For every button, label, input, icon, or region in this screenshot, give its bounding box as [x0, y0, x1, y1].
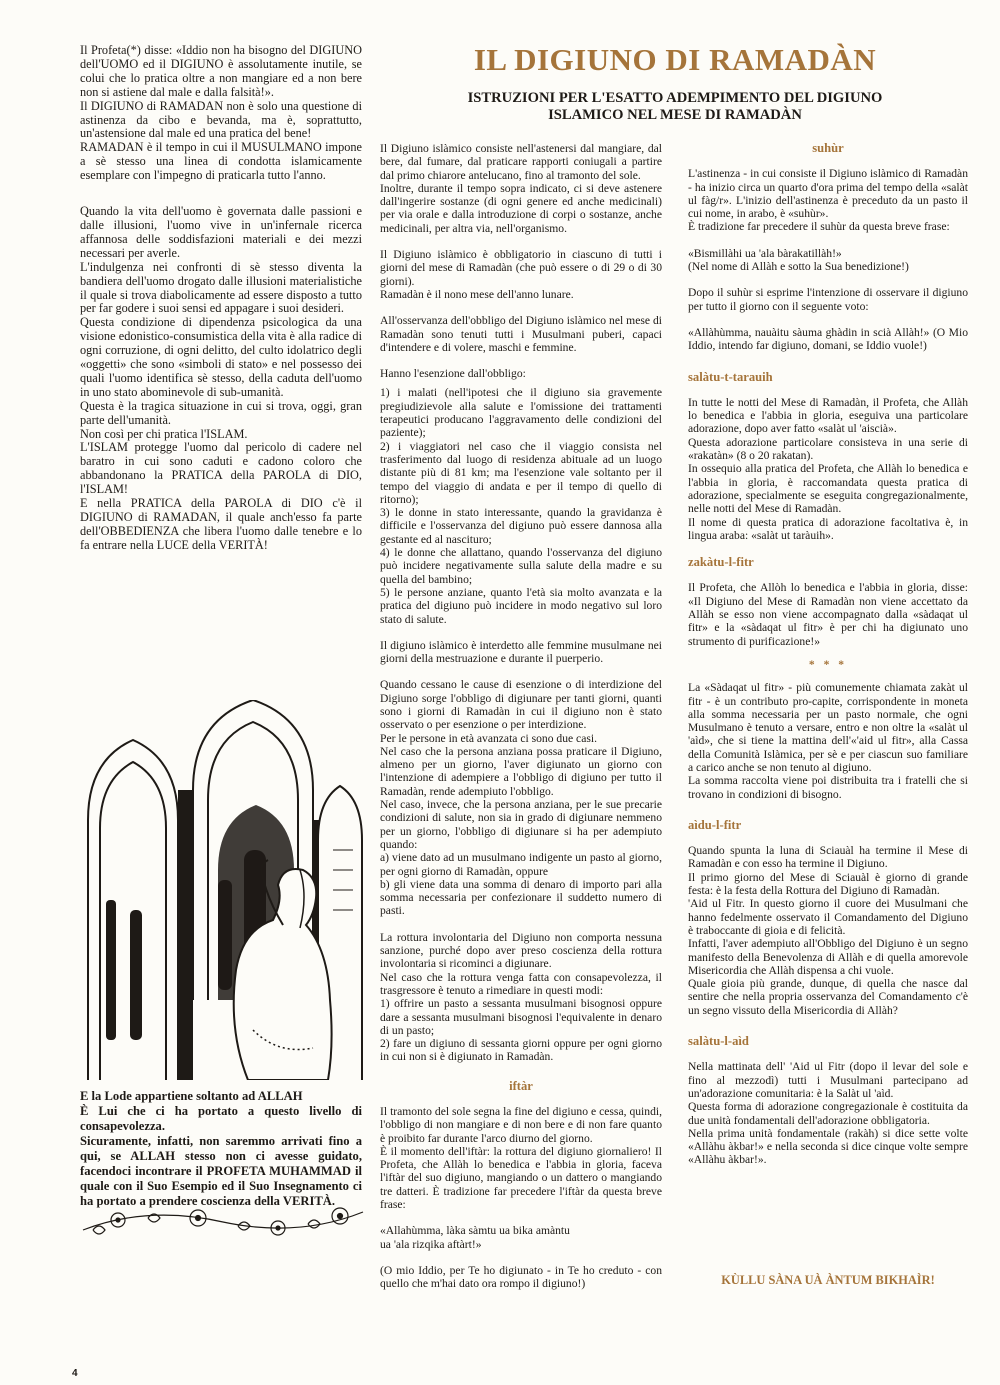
closing-greeting: KÙLLU SÀNA UÀ ÀNTUM BIKHAÌR!: [721, 1273, 935, 1287]
paragraph: La «Sàdaqat ul fitr» - più comunemente chiamata zakàt ul fitr - è un contributo pro-capite, corrispondente in moneta alla somma necessaria per un pasto normale, che ogni Musulmano è tenuto a versare, entro e non oltre la «salàt ul 'aìd», che si tiene la mattina dell'«'aid ul fitr», alla Cassa della Comunità Islàmica, per sè e per ciascun suo familiare a carico anche se non tenuto al digiuno.: [688, 681, 968, 774]
paragraph: Il digiuno islàmico è interdetto alle femmine musulmane nei giorni della mestruazione e durante il puerperio.: [380, 638, 662, 666]
paragraph: Il Digiuno islàmico è obbligatorio in ciascuno di tutti i giorni del mese di Ramadàn (che può essere o di 29 o di 30 giorni).: [380, 248, 662, 288]
prayer-line: ua 'ala rizqika aftàrt!»: [380, 1237, 482, 1251]
paragraph: Nel caso che la rottura venga fatta con consapevolezza, il trasgressore è tenuto a rimediare in questi modi:: [380, 970, 662, 997]
praise-line: È Lui che ci ha portato a questo livello di consapevolezza.: [80, 1104, 362, 1133]
paragraph: Nel caso, invece, che la persona anziana, per le sue precarie condizioni di salute, non sia in grado di digiunare nemmeno per un giorno, l'obbligo di digiunare si ha per adempiuto quando:: [380, 798, 662, 851]
prayer-line: «Bismillàhi ua 'ala bàrakatillàh!»: [688, 246, 842, 260]
paragraph: Non così per chi pratica l'ISLAM.: [80, 426, 248, 441]
paragraph: Nel caso che la persona anziana possa praticare il Digiuno, almeno per un giorno, l'aver digiunato un giorno con l'intenzione di adempiere a l'obbligo di digiuno per tutto il Ramadàn, rende adempiuto l'obbligo.: [380, 744, 662, 798]
prayer-line: «Allàhùmma, nauàitu sàuma ghàdin in scià Allàh!» (O Mio Iddio, intendo far digiuno, domani, se Iddio vuole!): [688, 325, 968, 353]
prayer-line: «Allahùmma, làka sàmtu ua bika amàntu: [380, 1224, 570, 1238]
paragraph: Questa adorazione particolare consisteva in una serie di «rakatàn» (8 o 20 rakatan).: [688, 435, 968, 463]
paragraph: Per le persone in età avanzata ci sono due casi.: [380, 731, 597, 745]
paragraph: Dopo il suhùr si esprime l'intenzione di osservare il digiuno per tutto il giorno con il seguente voto:: [688, 286, 968, 313]
section-heading-zakat: zakàtu-l-fitr: [688, 555, 754, 570]
ink-drawing-illustration: [78, 700, 368, 1080]
paragraph: La somma raccolta viene poi distribuita tra i fratelli che si trovano in condizioni di bisogno.: [688, 774, 968, 801]
paragraph: Quando cessano le cause di esenzione o di interdizione del Digiuno sorge l'obbligo di digiunare per tanti giorni, quanti sono i giorni di Ramadàn in cui il digiuno non è stato osservato o per esenzione o per interdizione.: [380, 678, 662, 732]
paragraph: Nella prima unità fondamentale (rakàh) si dice sette volte «Allàhu àkbar!» e nella seconda si dice cinque volte sempre «Allàhu àkbar!».: [688, 1126, 968, 1167]
section-heading-aid: aìdu-l-fitr: [688, 817, 742, 832]
paragraph: Questa è la tragica situazione in cui si trova, oggi, gran parte dell'umanità.: [80, 398, 362, 427]
praise-line: Sicuramente, infatti, non saremmo arrivati fino a qui, se ALLAH stesso non ci avesse guidato, facendoci incontrare il PROFETA MUHAMMAD il quale con il Suo Esempio ed il Suo Insegnamento ci ha portato a prendere coscienza della VERITÀ.: [80, 1134, 362, 1208]
section-heading-tarauih: salàtu-t-tarauih: [688, 369, 773, 384]
list-item: 2) fare un digiuno di sessanta giorni oppure per ogni giorno in cui non si è digiunato in Ramadàn.: [380, 1037, 662, 1064]
section-heading-iftar: iftàr: [509, 1078, 533, 1093]
section-heading-suhur: suhùr: [812, 141, 844, 155]
list-item: 3) le donne in stato interessante, quando la gravidanza è difficile e l'osservanza del digiuno può essere dannosa alla gestante ed al nascituro;: [380, 506, 662, 546]
paragraph: L'indulgenza nei confronti di sè stesso diventa la bandiera dell'uomo drogato dalle illusioni materialistiche il quale si trova diabolicamente ad essere disposto a tutto per far godere i suoi sensi ed appagare i suoi desideri.: [80, 259, 362, 316]
middle-column: [380, 142, 662, 1291]
list-item: b) gli viene data una somma di denaro di importo pari alla somma necessaria per confezionare il suddetto numero di pasti.: [380, 877, 662, 918]
list-item: 2) i viaggiatori nel caso che il viaggio consista nel trasferimento dal luogo di residenza abituale ad un luogo distante più di 81 km; ma l'esenzione vale soltanto per il tempo del viaggio di andata e per il tempo di quello di ritorno);: [380, 439, 662, 506]
list-item: a) viene dato ad un musulmano indigente un pasto al giorno, per ogni giorno di Ramadàn, oppure: [380, 851, 662, 878]
paragraph: All'osservanza dell'obbligo del Digiuno islàmico nel mese di Ramadàn sono tenuti tutti i Musulmani puberi, capaci d'intendere e di volere, maschi e femmine.: [380, 314, 662, 354]
paragraph: 'Aid ul Fitr. In questo giorno il cuore dei Musulmani che hanno fedelmente osservato il Comandamento del Digiuno è traboccante di gioia e di felicità.: [688, 897, 968, 937]
subtitle-line: ISTRUZIONI PER L'ESATTO ADEMPIMENTO DEL DIGIUNO: [467, 90, 883, 106]
paragraph: RAMADAN è il tempo in cui il MUSULMANO impone a sè stesso una linea di condotta islamicamente esemplare con l'impegno di praticarla tutto l'anno.: [80, 140, 362, 183]
paragraph: La rottura involontaria del Digiuno non comporta nessuna sanzione, purché dopo aver preso coscienza della rottura involontaria si ricominci a digiunare.: [380, 930, 662, 971]
paragraph: Il Profeta, che Allòh lo benedica e l'abbia in gloria, disse: «Il Digiuno del Mese di Ramadàn non viene accettato da Allàh se esso non viene accompagnato dalla «sàdaqat ul fitr» e la «sàdaqat ul fitr» è per chi ha digiunato uno strumento di purificazione!»: [688, 581, 968, 648]
subtitle-line: ISLAMICO NEL MESE DI RAMADÀN: [548, 107, 802, 123]
paragraph: Il Digiuno islàmico consiste nell'astenersi dal mangiare, dal bere, dal fumare, dal praticare rapporti coniugali a partire dal primo chiarore antelucano, fino al tramonto del sole.: [380, 142, 662, 182]
praise-line: E la Lode appartiene soltanto ad ALLAH: [80, 1089, 303, 1103]
praise-block: [80, 1089, 362, 1209]
paragraph: È il momento dell'iftàr: la rottura del digiuno giornaliero! Il Profeta, che Allàh lo benedica e l'abbia in gloria, faceva l'iftàr del suo digiuno, mangiando o un dattero o mangiando tre datteri. È tradizione far precedere l'iftàr da questa breve frase:: [380, 1144, 662, 1212]
section-divider: * * *: [808, 657, 848, 671]
paragraph: In ossequio alla pratica del Profeta, che Allàh lo benedica e l'abbia in gloria, è raccomandata questa pratica di adorazione, specialmente se eseguita congregazionalmente, nelle notti del Mese di Ramadàn.: [688, 462, 968, 516]
paragraph: Questa forma di adorazione congregazionale è costituita da due unità fondamentali dell'adorazione obbligatoria.: [688, 1100, 968, 1127]
paragraph: Nella mattinata dell' 'Aid ul Fitr (dopo il levar del sole e fino al mezzodì) tutti i Musulmani partecipano ad un'adorazione comunitaria: è la Salàt ul 'aìd.: [688, 1060, 968, 1100]
section-heading-salat-aid: salàtu-l-aìd: [688, 1034, 749, 1049]
prayer-translation: (Nel nome di Allàh e sotto la Sua benedizione!): [688, 260, 909, 274]
paragraph: In tutte le notti del Mese di Ramadàn, il Profeta, che Allàh lo benedica e l'abbia in gloria, eseguiva una particolare adorazione, dopo aver fatto «salàt ul 'aiscià».: [688, 395, 968, 436]
paragraph: L'ISLAM protegge l'uomo dal pericolo di cadere nel baratro in cui sono caduti e cadono coloro che abbandonano la PRATICA della PAROLA di DIO, l'ISLAM!: [80, 440, 362, 497]
flower-garland-icon: [78, 1200, 368, 1240]
paragraph: Il primo giorno del Mese di Sciauàl è giorno di grande festa: è la festa della Rottura del Digiuno di Ramadàn.: [688, 870, 968, 898]
right-column: [688, 142, 968, 1167]
page-subtitle: [380, 90, 970, 124]
list-item: 4) le donne che allattano, quando l'osservanza del digiuno può incidere negativamente sulla salute della madre e su quella del bambino;: [380, 546, 662, 586]
list-item: 1) i malati (nell'ipotesi che il digiuno sia gravemente pregiudizievole alla salute e l'omissione dei trattamenti terapeutici producano l'aggravamento delle condizioni del paziente);: [380, 386, 662, 440]
page-number: 4: [72, 1368, 78, 1379]
paragraph: Quando spunta la luna di Sciauàl ha termine il Mese di Ramadàn e con esso ha termine il Digiuno.: [688, 844, 968, 871]
paragraph: Quale gioia più grande, dunque, di quella che nasce dal sentire che nella propria osservanza del Comandamento c'è un segno vissuto della Misericordia di Allàh?: [688, 977, 968, 1017]
paragraph: Quando la vita dell'uomo è governata dalle passioni e dalle illusioni, l'uomo vive in un'infernale ricerca affannosa delle soddisfazioni materiali e dei mezzi necessari per averle.: [80, 204, 362, 260]
paragraph: È tradizione far precedere il suhùr da questa breve frase:: [688, 220, 950, 234]
page-title: IL DIGIUNO DI RAMADÀN: [473, 42, 877, 77]
prayer-translation: (O mio Iddio, per Te ho digiunato - in Te ho creduto - con quello che m'hai dato ora rompo il digiuno!): [380, 1263, 662, 1291]
paragraph: Inoltre, durante il tempo sopra indicato, ci si deve astenere dall'ingerire sostanze (di ogni genere ed anche medicinali) per via orale e dalla introduzione di corpi o sostanze, anche medicinali, per altra via, nell'organismo.: [380, 181, 662, 235]
paragraph: Questa condizione di dipendenza psicologica da una visione edonistico-consumistica della vita è alla radice di ogni corruzione, di ogni delitto, del culto idolatrico degli «oggetti» che sono «simboli di stato» e nel possesso dei quali l'uomo identifica sè stesso, della caduta dell'uomo in uno stato abominevole di sub-umanità.: [80, 315, 362, 399]
paragraph: E nella PRATICA della PAROLA di DIO c'è il DIGIUNO di RAMADAN, il quale anch'esso fa parte dell'OBBEDIENZA che libera l'uomo dalle tenebre e lo fa entrare nella LUCE della VERITÀ!: [80, 496, 362, 552]
paragraph: Il DIGIUNO di RAMADAN non è solo una questione di astinenza da cibo e bevanda, ma è, soprattutto, un'astensione dal male ed una pratica del bene!: [80, 98, 362, 141]
exemption-intro: Hanno l'esenzione dall'obbligo:: [380, 367, 526, 381]
paragraph: L'astinenza - in cui consiste il Digiuno islàmico di Ramadàn - ha inizio circa un quarto d'ora prima del tempo della «salàt ul fàg/r». L'inizio dell'astinenza è preceduto da un pasto il cui nome, in arabo, è «suhùr».: [688, 167, 968, 221]
paragraph: Il tramonto del sole segna la fine del digiuno e cessa, quindi, l'obbligo di non mangiare e di non bere e di non fare quanto è proibito far durante l'arco diurno del giorno.: [380, 1105, 662, 1145]
list-item: 1) offrire un pasto a sessanta musulmani bisognosi oppure dare a sessanta musulmani bisognosi l'equivalente in denaro di un pasto;: [380, 997, 662, 1037]
list-item: 5) le persone anziane, quanto l'età sia molto avanzata e la pratica del digiuno può incidere in modo negativo sul loro stato di salute.: [380, 585, 662, 626]
paragraph: Il Profeta(*) disse: «Iddio non ha bisogno del DIGIUNO dell'UOMO ed il DIGIUNO è assolutamente inutile, se colui che lo pratica oltre a non mangiare ed a non bere non si astiene dal male e dalla falsità!».: [80, 43, 362, 99]
paragraph: Il nome di questa pratica di adorazione facoltativa è, in lingua araba: «salàt ut taràuih».: [688, 515, 968, 542]
paragraph: Ramadàn è il nono mese dell'anno lunare.: [380, 287, 574, 301]
paragraph: Infatti, l'aver adempiuto all'Obbligo del Digiuno è un segno manifesto della Benevolenza di Allàh e di quella amorevole Misericordia che Allàh dispensa a chi vuole.: [688, 937, 968, 977]
left-column: [80, 44, 362, 553]
